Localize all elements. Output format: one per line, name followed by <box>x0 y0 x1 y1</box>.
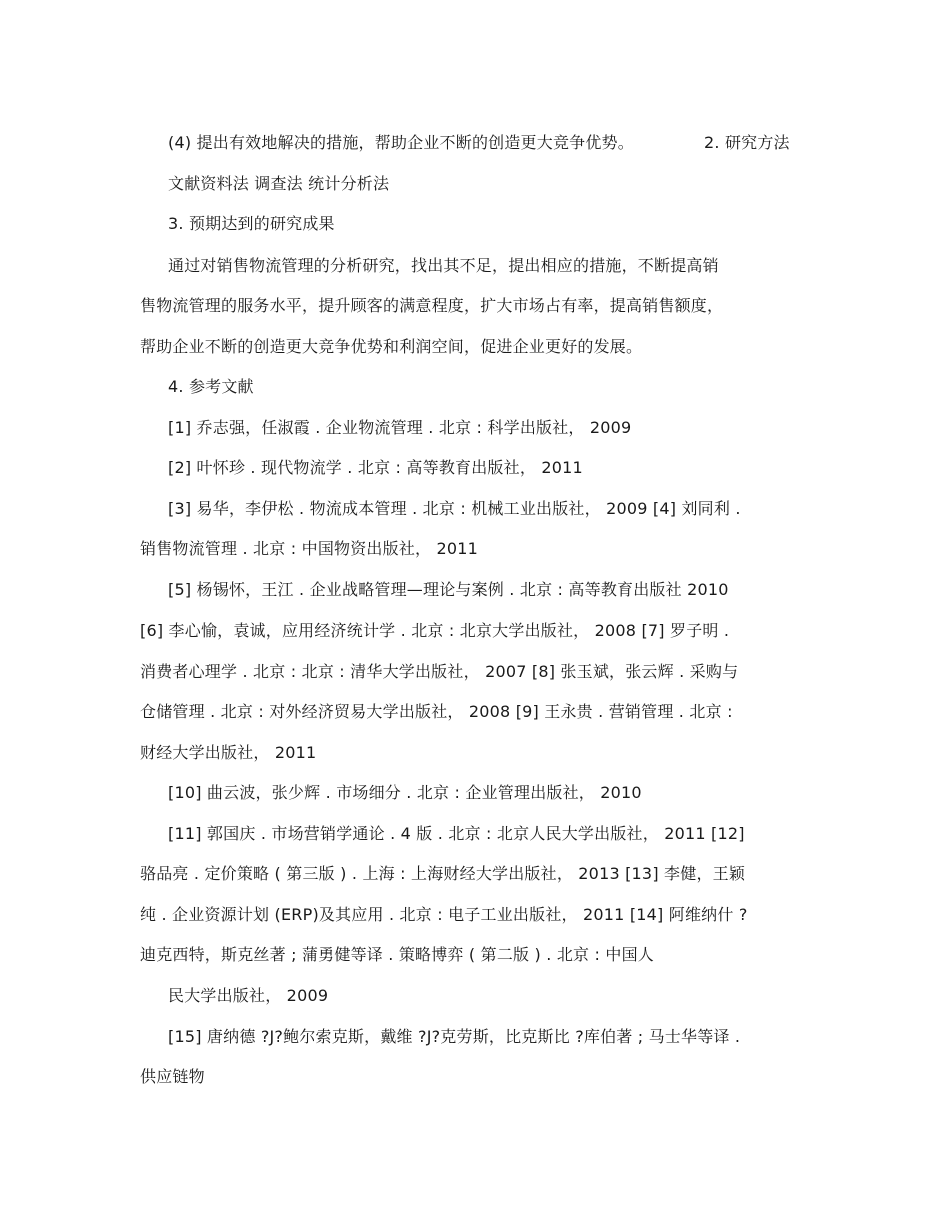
section-heading-expected-results: 3. 预期达到的研究成果 <box>168 214 335 233</box>
section-heading-references: 4. 参考文献 <box>168 377 254 396</box>
reference-line-10: [10] 曲云波，张少辉 . 市场细分 . 北京 : 企业管理出版社， 2010 <box>168 783 642 802</box>
reference-line-3: [3] 易华，李伊松 . 物流成本管理 . 北京 : 机械工业出版社， 2009 [4] 刘同利 . <box>168 499 741 518</box>
reference-line-15: 民大学出版社， 2009 <box>168 986 329 1005</box>
reference-line-8: 仓储管理 . 北京 : 对外经济贸易大学出版社， 2008 [9] 王永贵 . 营销管理 . 北京 : <box>140 702 733 721</box>
section-heading-research-method: 2. 研究方法 <box>704 133 790 152</box>
text-line-results-3: 帮助企业不断的创造更大竞争优势和利润空间，促进企业更好的发展。 <box>140 337 643 356</box>
text-line-objective-4 <box>168 133 634 153</box>
reference-line-1: [1] 乔志强，任淑霞 . 企业物流管理 . 北京 : 科学出版社， 2009 <box>168 418 632 437</box>
objective-4-text: (4) 提出有效地解决的措施，帮助企业不断的创造更大竞争优势。 <box>168 133 634 152</box>
reference-line-5: [5] 杨锡怀，王江 . 企业战略管理—理论与案例 . 北京 : 高等教育出版社 2010 <box>168 580 729 599</box>
reference-line-16: [15] 唐纳德 ?J?鲍尔索克斯，戴维 ?J?克劳斯，比克斯比 ?库伯著 ; 马士华等译 . <box>168 1027 741 1046</box>
text-line-methods: 文献资料法 调查法 统计分析法 <box>168 174 390 193</box>
text-line-results-1: 通过对销售物流管理的分析研究，找出其不足，提出相应的措施，不断提高销 <box>168 256 719 275</box>
reference-line-6: [6] 李心愉，袁诚，应用经济统计学 . 北京 : 北京大学出版社， 2008 [7] 罗子明 . <box>140 621 730 640</box>
reference-line-11: [11] 郭国庆 . 市场营销学通论 . 4 版 . 北京 : 北京人民大学出版社， 2011 [12] <box>168 824 745 843</box>
reference-line-14: 迪克西特，斯克丝著 ; 蒲勇健等译 . 策略博弈 ( 第二版 ) . 北京 : 中国人 <box>140 945 654 964</box>
reference-line-7: 消费者心理学 . 北京 : 北京 : 清华大学出版社， 2007 [8] 张玉斌，张云辉 . 采购与 <box>140 662 739 681</box>
reference-line-2: [2] 叶怀珍 . 现代物流学 . 北京 : 高等教育出版社， 2011 <box>168 458 583 477</box>
reference-line-17: 供应链物 <box>140 1067 205 1086</box>
reference-line-12: 骆品亮 . 定价策略 ( 第三版 ) . 上海 : 上海财经大学出版社， 2013 [13] 李健，王颖 <box>140 864 746 883</box>
reference-line-9: 财经大学出版社， 2011 <box>140 743 317 762</box>
text-line-results-2: 售物流管理的服务水平，提升顾客的满意程度，扩大市场占有率，提高销售额度， <box>140 296 724 315</box>
reference-line-13: 纯 . 企业资源计划 (ERP)及其应用 . 北京 : 电子工业出版社， 2011 [14] 阿维纳什 ? <box>140 905 748 924</box>
reference-line-4: 销售物流管理 . 北京 : 中国物资出版社， 2011 <box>140 539 479 558</box>
